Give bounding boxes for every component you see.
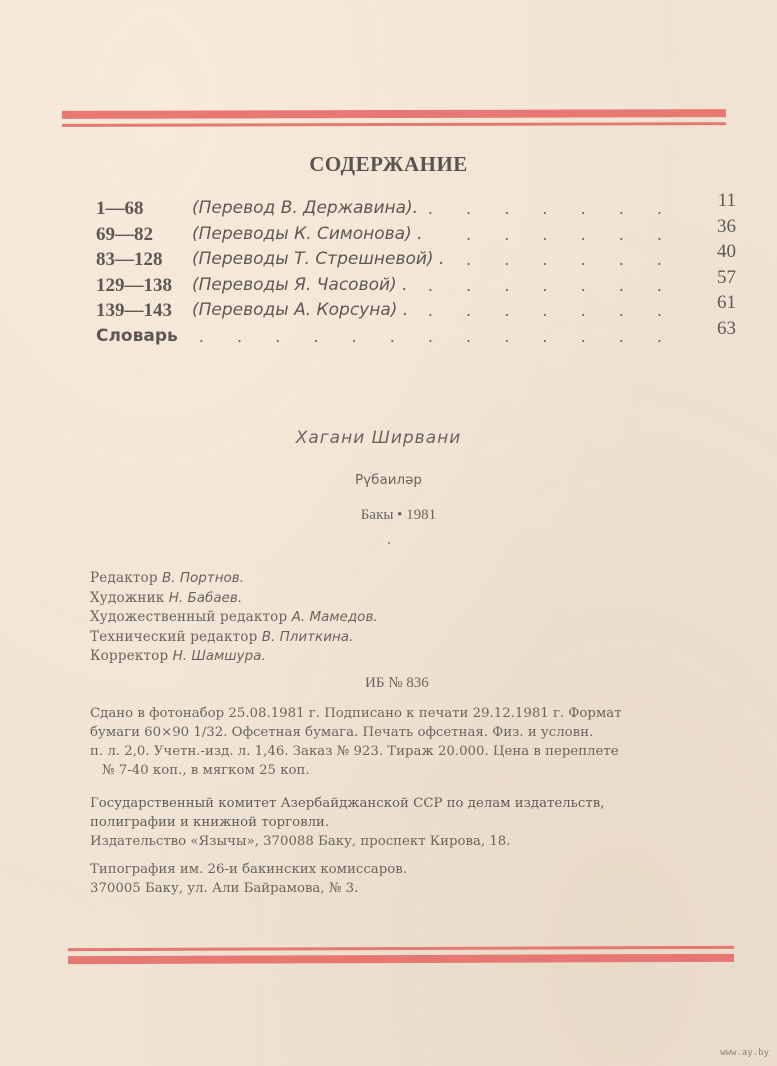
toc-description: (Перевод В. Державина).: [192, 198, 419, 218]
toc-title: СОДЕРЖАНИЕ: [309, 152, 468, 176]
toc-range: 129—138: [96, 274, 172, 296]
toc-description: (Переводы Т. Стрешневой) .: [192, 249, 445, 269]
pubinfo-line: Сдано в фотонабор 25.08.1981 г. Подписано к печати 29.12.1981 г. Формат: [90, 706, 622, 721]
rule-thin-line: [62, 122, 726, 127]
bottom-decorative-rule: [68, 944, 734, 970]
rule-thick-line: [68, 954, 734, 964]
toc-range: 83—128: [96, 249, 163, 270]
toc-range: 69—82: [96, 223, 153, 245]
pubinfo-line: п. л. 2,0. Учетн.-изд. л. 1,46. Заказ № 923. Тираж 20.000. Цена в переплете: [90, 744, 619, 759]
toc-entry-dictionary: [96, 317, 736, 350]
toc-range: 139—143: [96, 300, 172, 321]
credit-row: [90, 608, 378, 628]
toc-description: (Переводы А. Корсуна) .: [192, 300, 409, 320]
credit-role: Редактор: [90, 570, 158, 586]
org-line: Государственный комитет Азербайджанской ССР по делам издательств,: [90, 796, 605, 811]
place-and-year: Бакы • 1981: [360, 507, 437, 523]
toc-entry: [96, 266, 736, 299]
credit-role: Корректор: [90, 648, 169, 664]
toc-range: Словарь: [96, 325, 178, 346]
publication-info: [90, 704, 738, 780]
state-committee: [90, 794, 604, 832]
toc-page-number: 36: [717, 215, 736, 237]
credit-name: Н. Шамшура.: [172, 648, 266, 664]
credit-name: А. Мамедов.: [291, 609, 378, 625]
toc-leader-dots: . . . . . . .: [427, 301, 676, 320]
credit-name: Н. Бабаев.: [168, 589, 243, 606]
printer-line: 370005 Баку, ул. Али Байрамова, № 3.: [90, 881, 359, 896]
toc-leader-dots: . . . . . . .: [427, 275, 676, 295]
top-decorative-rule: [62, 107, 726, 133]
rule-thin-line: [68, 946, 734, 951]
printer-line: Типография им. 26-и бакинских комиссаров.: [90, 862, 407, 877]
credit-row: [90, 628, 378, 648]
toc-entry: [96, 292, 736, 324]
publisher-address: Издательство «Язычы», 370088 Баку, проспект Кирова, 18.: [90, 834, 511, 849]
credit-role: Художник: [90, 589, 165, 606]
toc-entry: [96, 241, 736, 273]
toc-leader-dots: . . . . . .: [466, 224, 676, 244]
print-speck: [388, 542, 390, 544]
toc-description: (Переводы Я. Часовой) .: [192, 274, 408, 295]
credit-role: Технический редактор: [90, 628, 258, 645]
toc-page-number: 11: [717, 190, 736, 211]
credit-name: В. Плиткина.: [261, 628, 354, 645]
watermark: www.ay.by: [720, 1048, 769, 1058]
credits-list: [90, 569, 378, 667]
pubinfo-line: № 7-40 коп., в мягком 25 коп.: [102, 763, 310, 778]
credit-name: В. Портнов.: [162, 570, 245, 586]
toc-entry: [96, 215, 736, 248]
toc-leader-dots: . . . . . .: [466, 250, 676, 269]
pubinfo-line: бумаги 60×90 1/32. Офсетная бумага. Печать офсетная. Физ. и условн.: [90, 725, 594, 740]
toc-range: 1—68: [96, 198, 144, 219]
toc-description: (Переводы К. Симонова) .: [192, 223, 423, 244]
author-name: Хагани Ширвани: [295, 428, 462, 448]
credit-row: [90, 569, 378, 589]
toc-leader-dots: . . . . . . . . . . . . .: [198, 326, 676, 346]
ib-number: ИБ № 836: [365, 675, 429, 691]
toc-page-number: 57: [717, 266, 736, 288]
credit-role: Художественный редактор: [90, 609, 288, 625]
credit-row: [90, 589, 378, 609]
toc-page-number: 40: [717, 241, 736, 262]
toc-leader-dots: . . . . . . .: [427, 199, 676, 218]
rule-thick-line: [62, 109, 726, 119]
toc-page-number: 63: [717, 317, 736, 339]
table-of-contents: [96, 190, 736, 349]
toc-page-number: 61: [717, 292, 736, 313]
toc-entry: [96, 190, 736, 222]
credit-row: [90, 647, 378, 667]
book-title: Рүбаиләр: [354, 472, 422, 488]
printer-info: [90, 860, 407, 898]
org-line: полиграфии и книжной торговли.: [90, 815, 330, 830]
